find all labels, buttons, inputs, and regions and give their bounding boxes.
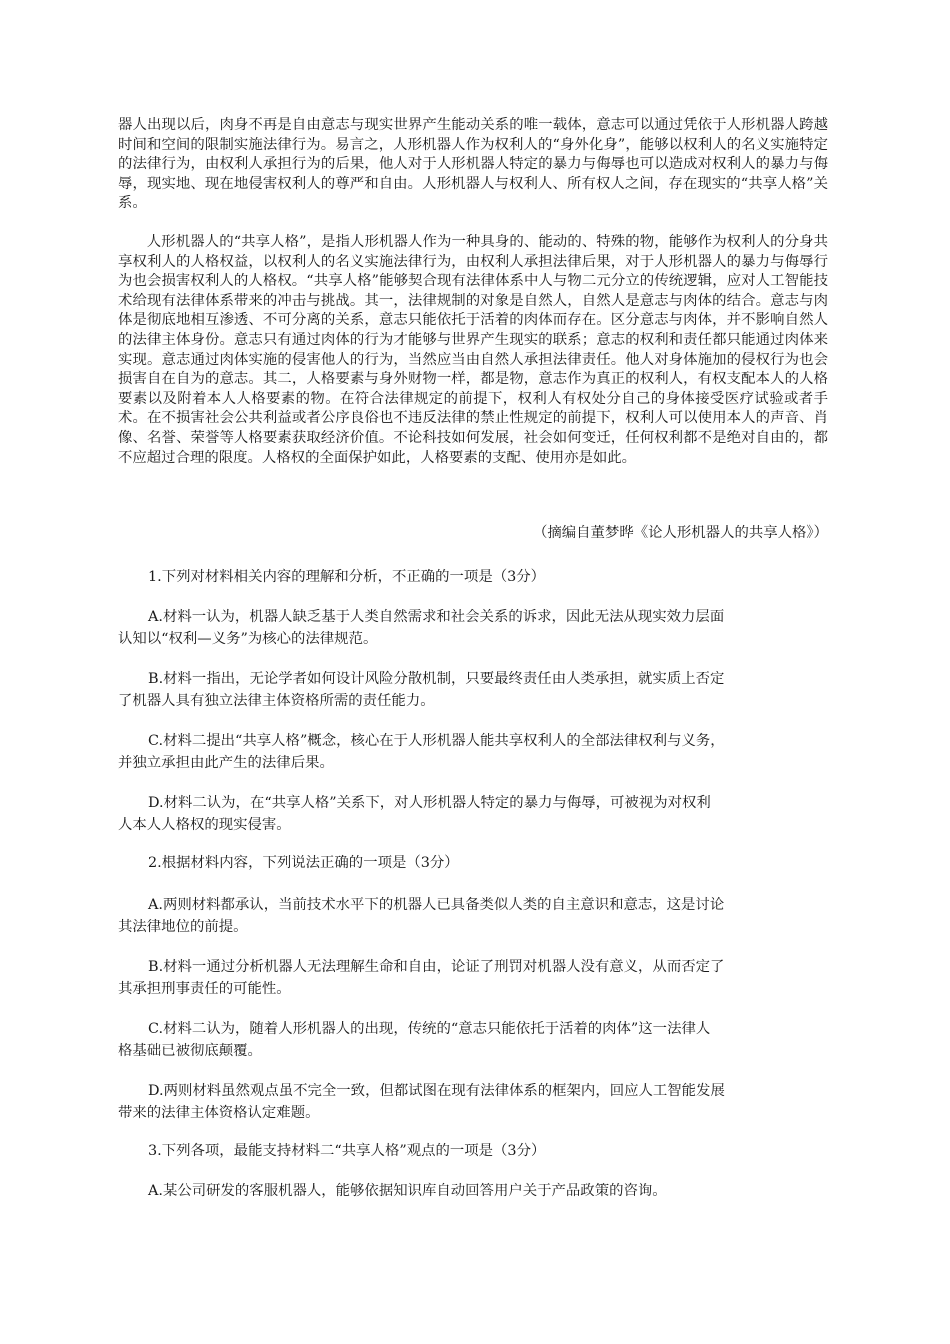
- q2-option-c-cont: 格基础已被彻底颠覆。: [118, 1043, 262, 1059]
- question-1-stem: 1.下列对材料相关内容的理解和分析，不正确的一项是（3分）: [148, 569, 546, 585]
- question-2-stem: 2.根据材料内容，下列说法正确的一项是（3分）: [148, 855, 459, 871]
- q1-option-a-cont: 认知以“权利—义务”为核心的法律规范。: [118, 631, 378, 647]
- q1-option-b: B.材料一指出，无论学者如何设计风险分散机制，只要最终责任由人类承担，就实质上否定: [148, 671, 725, 687]
- q2-option-d-cont: 带来的法律主体资格认定难题。: [118, 1105, 320, 1121]
- q2-option-a: A.两则材料都承认，当前技术水平下的机器人已具备类似人类的自主意识和意志，这是讨论: [148, 897, 725, 913]
- question-3-stem: 3.下列各项，最能支持材料二“共享人格”观点的一项是（3分）: [148, 1143, 546, 1159]
- q1-option-c: C.材料二提出“共享人格”概念，核心在于人形机器人能共享权利人的全部法律权利与义务，: [148, 733, 725, 749]
- q1-option-b-cont: 了机器人具有独立法律主体资格所需的责任能力。: [118, 693, 435, 709]
- q1-option-c-cont: 并独立承担由此产生的法律后果。: [118, 755, 334, 771]
- q2-option-a-cont: 其法律地位的前提。: [118, 919, 248, 935]
- q2-option-c: C.材料二认为，随着人形机器人的出现，传统的“意志只能依托于活着的肉体”这一法律人: [148, 1021, 711, 1037]
- q1-option-d-cont: 人本人人格权的现实侵害。: [118, 817, 291, 833]
- paragraph-1: 器人出现以后，肉身不再是自由意志与现实世界产生能动关系的唯一载体，意志可以通过凭依于人形机器人跨越时间和空间的限制实施法律行为。易言之，人形机器人作为权利人的“身外化身”，能够以权利人的名义实施特定的法律行为，由权利人承担行为的后果，他人对于人形机器人特定的暴力与侮辱也可以造成对权利人的暴力与侮辱，现实地、现在地侵害权利人的尊严和自由。人形机器人与权利人、所有权人之间，存在现实的“共享人格”关系。: [118, 117, 828, 212]
- q3-option-a: A.某公司研发的客服机器人，能够依据知识库自动回答用户关于产品政策的咨询。: [148, 1183, 667, 1199]
- source-citation: （摘编自董梦晔《论人形机器人的共享人格》）: [532, 525, 828, 541]
- q1-option-a: A.材料一认为，机器人缺乏基于人类自然需求和社会关系的诉求，因此无法从现实效力层面: [148, 609, 725, 625]
- q2-option-b: B.材料一通过分析机器人无法理解生命和自由，论证了刑罚对机器人没有意义，从而否定了: [148, 959, 725, 975]
- q2-option-d: D.两则材料虽然观点虽不完全一致，但都试图在现有法律体系的框架内，回应人工智能发展: [148, 1083, 725, 1099]
- q2-option-b-cont: 其承担刑事责任的可能性。: [118, 981, 291, 997]
- q1-option-d: D.材料二认为，在“共享人格”关系下，对人形机器人特定的暴力与侮辱，可被视为对权利: [148, 795, 711, 811]
- paragraph-2: 人形机器人的“共享人格”，是指人形机器人作为一种具身的、能动的、特殊的物，能够作为权利人的分身共享权利人的人格权益，以权利人的名义实施法律行为，由权利人承担法律后果，对于人形机器人的暴力与侮辱行为也会损害权利人的人格权。“共享人格”能够契合现有法律体系中人与物二元分立的传统逻辑，应对人工智能技术给现有法律体系带来的冲击与挑战。其一，法律规制的对象是自然人，自然人是意志与肉体的结合。意志与肉体是彻底地相互渗透、不可分离的关系，意志只能依托于活着的肉体而存在。区分意志与肉体，并不影响自然人的法律主体身份。意志只有通过肉体的行为才能够与世界产生现实的联系；意志的权利和责任都只能通过肉体来实现。意志通过肉体实施的侵害他人的行为，当然应当由自然人承担法律责任。他人对身体施加的侵权行为也会损害自在自为的意志。其二，人格要素与身外财物一样，都是物，意志作为真正的权利人，有权支配本人的人格要素以及附着本人人格要素的物。在符合法律规定的前提下，权利人有权处分自己的身体接受医疗试验或者手术。在不损害社会公共利益或者公序良俗也不违反法律的禁止性规定的前提下，权利人可以使用本人的声音、肖像、名誉、荣誉等人格要素获取经济价值。不论科技如何发展，社会如何变迁，任何权利都不是绝对自由的，都不应超过合理的限度。人格权的全面保护如此，人格要素的支配、使用亦是如此。: [118, 234, 828, 466]
